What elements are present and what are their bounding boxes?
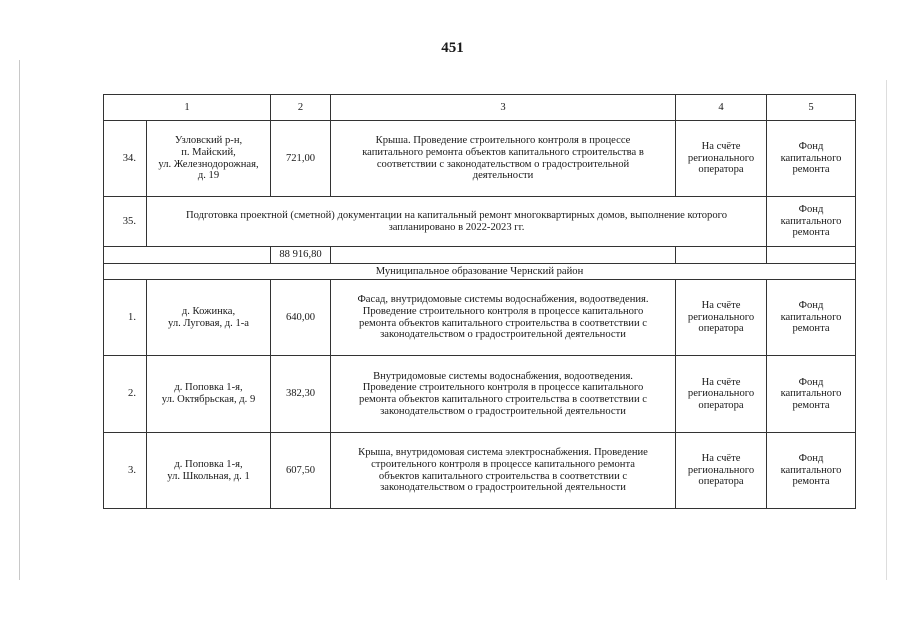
amount-cell: 721,00 — [271, 121, 331, 197]
table-row — [104, 356, 856, 433]
account-cell: На счёте регионального оператора — [676, 433, 767, 509]
row-number: 34. — [104, 121, 147, 197]
empty-cell — [676, 247, 767, 264]
column-header: 4 — [676, 95, 767, 121]
account-cell: На счёте регионального оператора — [676, 121, 767, 197]
row-number: 1. — [104, 280, 147, 356]
work-description-cell: Фасад, внутридомовые системы водоснабжения, водоотведения. Проведение строительного контроля в процессе капитального ремонта объектов капитального строительства в соответствии с законодательством о градостроительной деятельности — [331, 280, 676, 356]
funding-source-cell: Фонд капитального ремонта — [767, 356, 856, 433]
address-cell: д. Кожинка, ул. Луговая, д. 1-а — [147, 280, 271, 356]
column-header: 5 — [767, 95, 856, 121]
account-cell: На счёте регионального оператора — [676, 280, 767, 356]
table-row — [104, 280, 856, 356]
column-header: 3 — [331, 95, 676, 121]
work-description-cell: Внутридомовые системы водоснабжения, водоотведения. Проведение строительного контроля в процессе капитального ремонта объектов капитального строительства в соответствии с законодательством о градостроительной деятельности — [331, 356, 676, 433]
address-cell: Узловский р-н, п. Майский, ул. Железнодорожная, д. 19 — [147, 121, 271, 197]
funding-source-cell: Фонд капитального ремонта — [767, 197, 856, 247]
work-description-cell: Крыша, внутридомовая система электроснабжения. Проведение строительного контроля в процессе капитального ремонта объектов капитального строительства в соответствии с законодательством о градостроительной деятельности — [331, 433, 676, 509]
empty-cell — [767, 247, 856, 264]
table-header-row — [104, 95, 856, 121]
empty-cell — [104, 247, 271, 264]
funding-source-cell: Фонд капитального ремонта — [767, 433, 856, 509]
funding-source-cell: Фонд капитального ремонта — [767, 280, 856, 356]
section-title: Муниципальное образование Чернский район — [104, 264, 856, 280]
total-amount-cell: 88 916,80 — [271, 247, 331, 264]
capital-repair-table — [103, 94, 856, 509]
work-description-cell: Крыша. Проведение строительного контроля в процессе капитального ремонта объектов капитального строительства в соответствии с законодательством о градостроительной деятельности — [331, 121, 676, 197]
section-header-row — [104, 264, 856, 280]
column-header: 1 — [104, 95, 271, 121]
row-number: 3. — [104, 433, 147, 509]
empty-cell — [331, 247, 676, 264]
amount-cell: 607,50 — [271, 433, 331, 509]
table-row — [104, 121, 856, 197]
row-number: 2. — [104, 356, 147, 433]
column-header: 2 — [271, 95, 331, 121]
address-cell: д. Поповка 1-я, ул. Школьная, д. 1 — [147, 433, 271, 509]
account-cell: На счёте регионального оператора — [676, 356, 767, 433]
merged-description-cell: Подготовка проектной (сметной) документации на капитальный ремонт многоквартирных домов, выполнение которого запланировано в 2022-2023 гг. — [147, 197, 767, 247]
scan-edge-line — [886, 80, 887, 580]
amount-cell: 382,30 — [271, 356, 331, 433]
table-row — [104, 197, 856, 247]
row-number: 35. — [104, 197, 147, 247]
funding-source-cell: Фонд капитального ремонта — [767, 121, 856, 197]
total-row — [104, 247, 856, 264]
page-number: 451 — [441, 40, 464, 56]
amount-cell: 640,00 — [271, 280, 331, 356]
address-cell: д. Поповка 1-я, ул. Октябрьская, д. 9 — [147, 356, 271, 433]
table-row — [104, 433, 856, 509]
scan-edge-line — [19, 60, 20, 580]
